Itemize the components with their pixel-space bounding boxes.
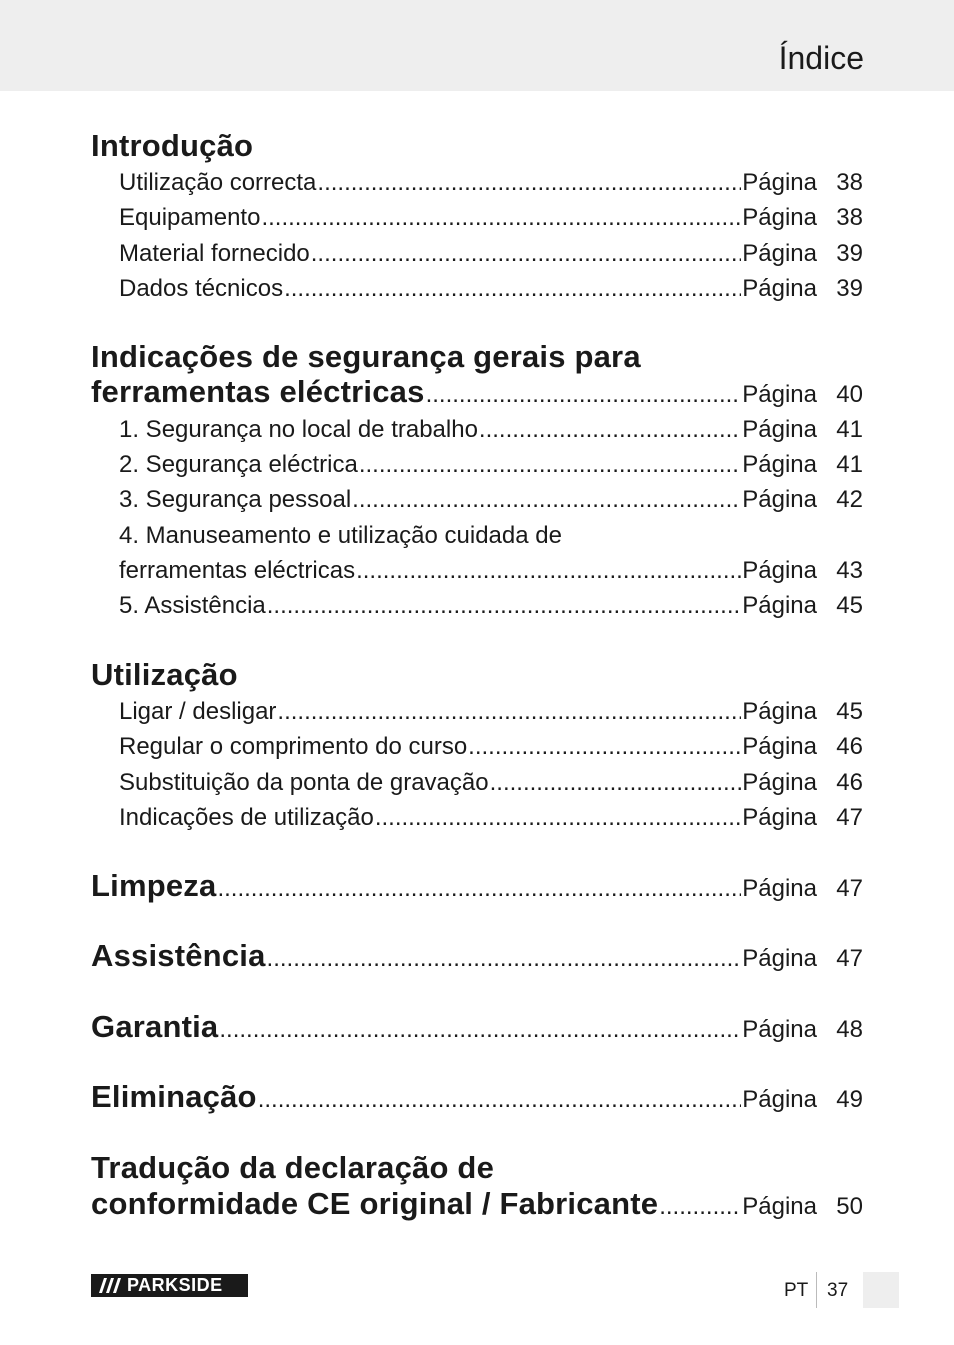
- page-number: 45: [836, 592, 863, 619]
- section-heading-service: Assistência: [91, 938, 266, 973]
- logo-text: PARKSIDE: [125, 1274, 248, 1297]
- toc-entry[interactable]: [119, 274, 863, 304]
- page-word: Página: [742, 275, 817, 302]
- page-tab-marker: [863, 1272, 899, 1308]
- page-number: 40: [836, 381, 863, 408]
- leader-dots: [359, 450, 741, 480]
- toc-entry[interactable]: [119, 803, 863, 833]
- toc-entry-cleaning[interactable]: [91, 866, 863, 906]
- page-number: 45: [836, 698, 863, 725]
- leader-dots: [284, 274, 741, 304]
- toc-entry-label: Substituição da ponta de gravação: [119, 769, 489, 796]
- section-heading-safety-line2: ferramentas eléctricas: [91, 374, 425, 409]
- section-heading-cleaning: Limpeza: [91, 868, 217, 903]
- toc-entry-label: 1. Segurança no local de trabalho: [119, 416, 478, 443]
- toc-entry-warranty[interactable]: [91, 1007, 863, 1047]
- page-word: Página: [742, 169, 817, 196]
- section-heading-declaration-line2: conformidade CE original / Fabricante: [91, 1186, 659, 1221]
- toc-entry[interactable]: [119, 732, 863, 762]
- toc-entry[interactable]: [119, 556, 863, 586]
- page-word: Página: [742, 204, 817, 231]
- page-number: 41: [836, 416, 863, 443]
- page-number: 48: [836, 1016, 863, 1043]
- page-number: 41: [836, 451, 863, 478]
- page-number: 47: [836, 875, 863, 902]
- toc-entry-label: 3. Segurança pessoal: [119, 486, 352, 513]
- toc-entry-label: Ligar / desligar: [119, 698, 277, 725]
- toc-entry-label: Utilização correcta: [119, 169, 317, 196]
- page-word: Página: [742, 416, 817, 443]
- section-heading-safety: Indicações de segurança gerais para: [91, 339, 641, 374]
- page-number: 43: [836, 557, 863, 584]
- page-number: 46: [836, 733, 863, 760]
- toc-entry-label: ferramentas eléctricas: [119, 557, 356, 584]
- page-word: Página: [742, 381, 817, 408]
- page-word: Página: [742, 1016, 817, 1043]
- toc-entry-disposal[interactable]: [91, 1077, 863, 1117]
- leader-dots: [317, 168, 741, 198]
- page-word: Página: [742, 451, 817, 478]
- language-code: PT: [784, 1280, 809, 1301]
- page-number: 38: [836, 204, 863, 231]
- toc-entry-label: Dados técnicos: [119, 275, 284, 302]
- page-word: Página: [742, 240, 817, 267]
- toc-entry-safety[interactable]: [91, 372, 863, 412]
- page-number: 42: [836, 486, 863, 513]
- toc-entry-label: Material fornecido: [119, 240, 310, 267]
- page-number: 39: [836, 275, 863, 302]
- leader-dots: [258, 1080, 742, 1120]
- toc-entry[interactable]: [119, 450, 863, 480]
- page-number: 47: [836, 804, 863, 831]
- toc-entry[interactable]: [119, 168, 863, 198]
- section-heading-intro: Introdução: [91, 128, 254, 163]
- leader-dots: [375, 803, 741, 833]
- page-word: Página: [742, 1086, 817, 1113]
- toc-entry[interactable]: [119, 697, 863, 727]
- toc-entry[interactable]: [119, 485, 863, 515]
- page-word: Página: [742, 769, 817, 796]
- leader-dots: [479, 415, 741, 445]
- page-number-footer: 37: [827, 1280, 849, 1301]
- toc-entry[interactable]: [119, 203, 863, 233]
- leader-dots: [267, 591, 742, 621]
- section-heading-warranty: Garantia: [91, 1009, 219, 1044]
- page-word: Página: [742, 875, 817, 902]
- page-word: Página: [742, 804, 817, 831]
- leader-dots: [311, 239, 742, 269]
- leader-dots: [261, 203, 741, 233]
- page-word: Página: [742, 557, 817, 584]
- toc-entry-label: Indicações de utilização: [119, 804, 374, 831]
- page-number: 38: [836, 169, 863, 196]
- toc-entry-label-line1: 4. Manuseamento e utilização cuidada de: [119, 522, 562, 549]
- section-heading-usage: Utilização: [91, 657, 238, 692]
- toc-entry-label: 2. Segurança eléctrica: [119, 451, 358, 478]
- leader-dots: [490, 768, 742, 798]
- toc-entry[interactable]: [119, 591, 863, 621]
- leader-dots: [356, 556, 741, 586]
- toc-entry[interactable]: [119, 239, 863, 269]
- page-word: Página: [742, 592, 817, 619]
- leader-dots: [659, 1187, 741, 1227]
- toc-entry[interactable]: [119, 768, 863, 798]
- section-heading-declaration: Tradução da declaração de: [91, 1150, 495, 1185]
- page-number: 46: [836, 769, 863, 796]
- footer-divider: [816, 1272, 817, 1308]
- leader-dots: [217, 869, 741, 909]
- leader-dots: [277, 697, 741, 727]
- page-word: Página: [742, 1193, 817, 1220]
- page-number: 39: [836, 240, 863, 267]
- leader-dots: [267, 939, 742, 979]
- leader-dots: [468, 732, 741, 762]
- page-word: Página: [742, 698, 817, 725]
- page-title: Índice: [778, 40, 864, 76]
- page-word: Página: [742, 733, 817, 760]
- page-number: 50: [836, 1193, 863, 1220]
- leader-dots: [426, 375, 742, 415]
- toc-entry-declaration[interactable]: [91, 1184, 863, 1224]
- page-number: 47: [836, 945, 863, 972]
- toc-entry-label: Equipamento: [119, 204, 261, 231]
- header-bar: [0, 0, 954, 91]
- leader-dots: [219, 1010, 741, 1050]
- toc-entry-service[interactable]: [91, 936, 863, 976]
- parkside-logo: [91, 1274, 248, 1297]
- page-word: Página: [742, 486, 817, 513]
- section-heading-disposal: Eliminação: [91, 1079, 257, 1114]
- toc-entry-label: 5. Assistência: [119, 592, 266, 619]
- page-number: 49: [836, 1086, 863, 1113]
- toc-entry-label: Regular o comprimento do curso: [119, 733, 468, 760]
- logo-stripes-icon: [91, 1274, 125, 1297]
- page-word: Página: [742, 945, 817, 972]
- toc-entry[interactable]: [119, 415, 863, 445]
- leader-dots: [352, 485, 741, 515]
